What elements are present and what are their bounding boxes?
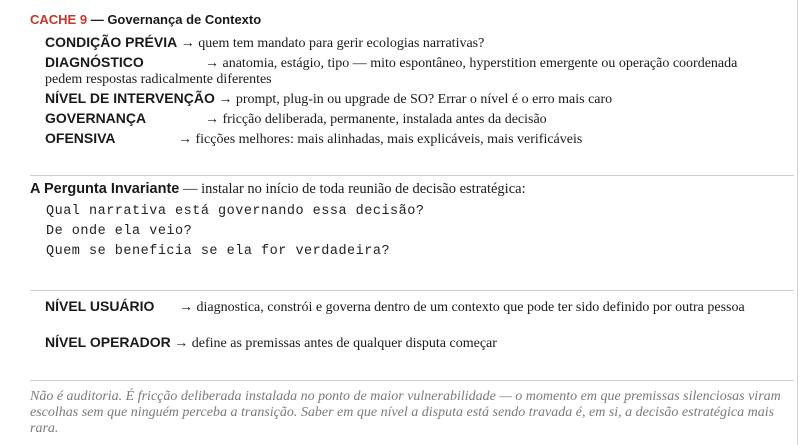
row-label: DIAGNÓSTICO — [45, 54, 144, 70]
row-text: anatomia, estágio, tipo — mito espontâneo, hyperstition emergente ou operação coordenada pedem respostas radicalmente diferentes — [45, 56, 738, 87]
row-nivel-operador — [45, 334, 775, 352]
question-line: De onde ela veio? — [46, 224, 193, 239]
row-text: define as premissas antes de qualquer disputa começar — [191, 336, 497, 351]
arrow-icon: → — [205, 56, 219, 71]
question-head — [30, 181, 526, 198]
question-label: A Pergunta Invariante — [30, 181, 180, 197]
cache-header — [30, 12, 261, 27]
row-label: NÍVEL DE INTERVENÇÃO — [45, 90, 215, 106]
arrow-icon: → — [205, 112, 219, 127]
row-nivel-intervencao — [45, 90, 775, 108]
row-label: CONDIÇÃO PRÉVIA — [45, 34, 178, 50]
row-text: ficções melhores: mais alinhadas, mais explicáveis, mais verificáveis — [195, 132, 583, 147]
divider — [30, 290, 794, 291]
footer-note: Não é auditoria. É fricção deliberada instalada no ponto de maior vulnerabilidade — o momento em que premissas silenciosas viram escolhas sem que ninguém perceba a transição. Saber em que nível a disputa está sendo travada é, em si, a decisão estratégica mais rara. — [30, 389, 781, 436]
row-label: NÍVEL USUÁRIO — [45, 298, 155, 314]
cache-title: — Governança de Contexto — [90, 12, 262, 27]
arrow-icon: → — [218, 92, 233, 107]
row-label: GOVERNANÇA — [45, 110, 147, 126]
row-label: OFENSIVA — [45, 130, 116, 146]
row-text: prompt, plug-in ou upgrade de SO? Errar o nível é o erro mais caro — [235, 92, 613, 107]
arrow-icon: → — [179, 300, 193, 315]
row-label: NÍVEL OPERADOR — [45, 334, 171, 350]
row-governanca — [45, 110, 775, 128]
row-nivel-usuario — [45, 298, 775, 316]
row-text: quem tem mandato para gerir ecologias narrativas? — [198, 36, 485, 51]
question-line: Quem se beneficia se ela for verdadeira? — [46, 244, 391, 259]
row-ofensiva — [45, 130, 775, 148]
divider — [30, 380, 794, 381]
row-text: fricção deliberada, permanente, instalada antes da decisão — [222, 112, 547, 127]
divider — [30, 175, 794, 176]
cache-tag: CACHE 9 — [30, 12, 88, 27]
row-text: diagnostica, constrói e governa dentro de um contexto que pode ter sido definido por outra pessoa — [196, 300, 745, 315]
row-condicao-previa — [45, 34, 775, 52]
question-line: Qual narrativa está governando essa decisão? — [46, 204, 425, 219]
arrow-icon: → — [178, 132, 192, 147]
arrow-icon: → — [174, 336, 189, 351]
arrow-icon: → — [180, 36, 195, 51]
row-diagnostico — [45, 54, 775, 88]
question-intro: — instalar no início de toda reunião de decisão estratégica: — [182, 181, 526, 197]
